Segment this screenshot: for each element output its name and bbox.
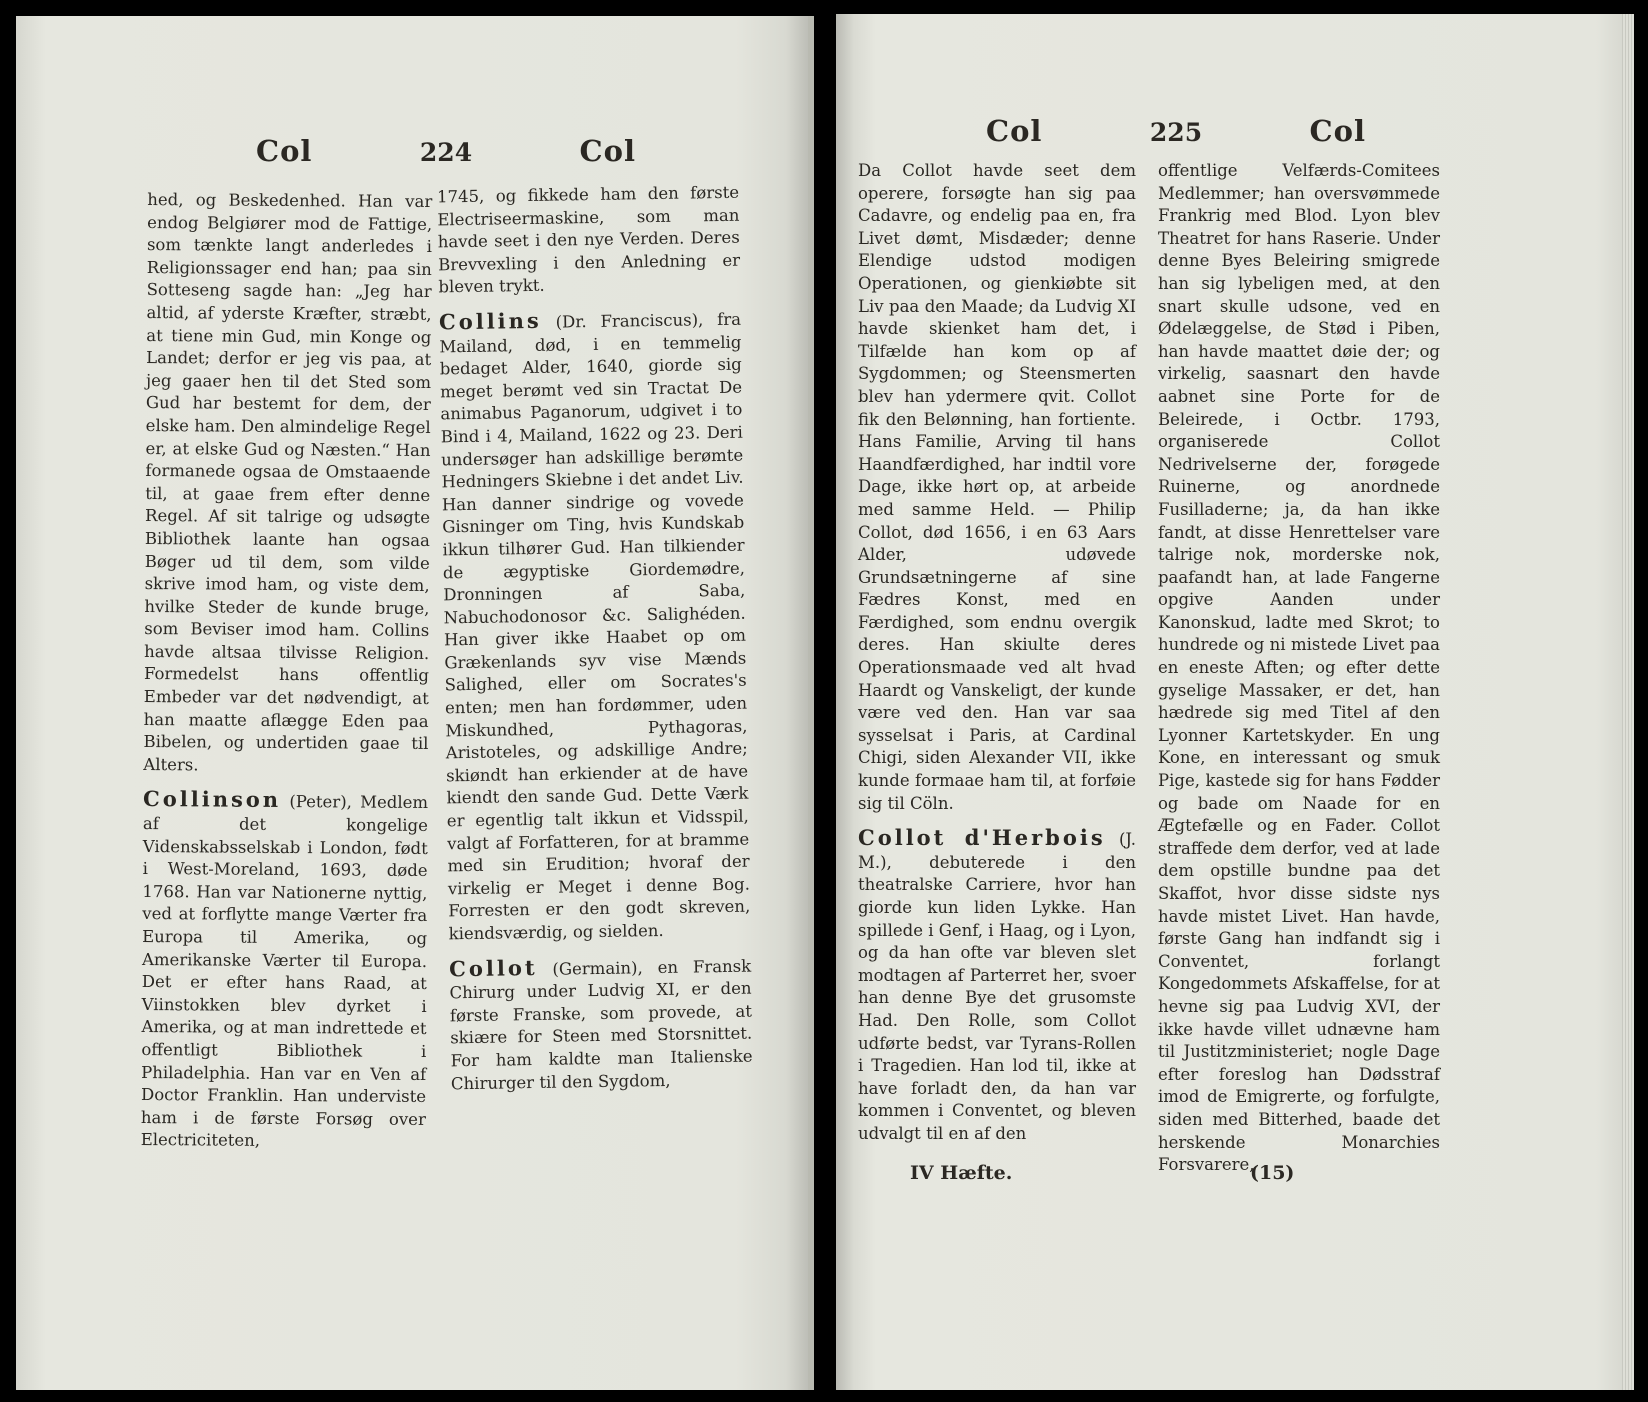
gutter-shadow [836, 14, 854, 1390]
paragraph: Da Collot havde seet dem operere, forsøgte han sig paa Cadavre, og endelig paa en, fra Livet dømt, Misdæder; denne Elendige udstod modigen Operationen, og gienkiøbte sit Liv paa den Maade; da Ludvig XI havde skienket ham det, i Tilfælde han kom op af Sygdommen; og Steensmerten blev han ydermere qvit. Collot fik den Belønning, han fortiente. Hans Familie, Arving til hans Haandfærdighed, har indtil vore Dage, ikke hørt op, at arbeide med samme Held. — Philip Collot, død 1656, i en 63 Aars Alder, udøvede Grundsætningerne af sine Fædres Konst, med en Færdighed, som endnu overgik deres. Han skiulte deres Operationsmaade ved alt hvad Haardt og Vanskeligt, der kunde være ved den. Han var saa sysselsat i Paris, at Cardinal Chigi, siden Alexander VII, ikke kunde formaae ham til, at forføie sig til Cöln. [858, 161, 1136, 813]
entry-headword: Collins [438, 307, 542, 335]
entry-text: (Peter), Medlem af det kongelige Videnskabsselskab i London, født i West-Moreland, 1693, døde 1768. Han var Nationerne nyttig, ved at forflytte mange Værter fra Europa til Amerika, og Amerikanske Værter til Europa. Det er efter hans Raad, at Viinstokken blev dyrket i Amerika, og at man indrettede et offentligt Bibliothek i Philadelphia. Han var en Ven af Doctor Franklin. Han underviste ham i de første Forsøg over Electriciteten, [140, 792, 429, 1151]
entry-headword: Collinson [143, 786, 282, 813]
header-left-word: Col [256, 134, 313, 168]
text-column-1 [141, 189, 433, 1154]
text-column-2 [437, 182, 753, 1096]
running-header [256, 134, 636, 168]
header-right-word: Col [1309, 114, 1366, 148]
gathering-number: (15) [1250, 1162, 1295, 1184]
left-page [16, 16, 814, 1390]
page-edges [1622, 14, 1634, 1390]
text-area [858, 14, 1448, 1390]
entry-text: (Germain), en Fransk Chirurg under Ludvig XI, er den første Franske, som provede, at skiære for Steen med Storsnittet. For ham kaldte man Italienske Chirurger til den Sygdom, [449, 956, 753, 1093]
entry-text: (J. M.), debuterede i den theatralske Carriere, hvor han giorde kun liden Lykke. Han spillede i Genf, i Haag, og i Lyon, og da han ofte var bleven slet modtagen af Parterret her, svoer han denne Bye det grusomste Had. Den Rolle, som Collot udførte bedst, var Tyrans-Rollen i Tragedien. Han lod til, ikke at have forladt den, da han var kommen i Conventet, og bleven udvalgt til en af den [858, 830, 1136, 1143]
dictionary-entry [449, 953, 753, 1095]
entry-headword: Collot d'Herbois [858, 825, 1106, 851]
dictionary-entry [141, 788, 429, 1153]
paragraph: 1745, og fikkede ham den første Electriseermaskine, som man havde seet i den nye Verden. Deres Brevvexling i den Anledning er bleven trykt. [436, 182, 741, 297]
entry-text: (Dr. Franciscus), fra Mailand, død, i en temmelig bedaget Alder, 1640, giorde sig meget berømt ved sin Tractat De animabus Paganorum, udgivet i to Bind i 4, Mailand, 1622 og 23. Deri undersøger han adskillige berømte Hedningers Skiebne i det andet Liv. Han danner sindrige og vovede Gisninger om Ting, hvis Kundskab ikkun tilhører Gud. Han tilkiender de ægyptiske Giordemødre, Dronningen af Saba, Nabuchodonosor &c. Salighéden. Han giver ikke Haabet op om Grækenlands syv vise Mænds Salighed, eller om Socrates's enten; men han fordømmer, uden Miskundhed, Pythagoras, Aristoteles, og adskillige Andre; skiøndt han erkiender at de have kiendt den sande Gud. Dette Værk er egentlig talt ikkun et Vidsspil, valgt af Forfatteren, for at bramme med sin Erudition; hvoraf der virkelig er Meget i denne Bog. Forresten er den godt skreven, kiendsværdig, og sielden. [439, 309, 751, 944]
paragraph: offentlige Velfærds-Comitees Medlemmer; han oversvømmede Frankrig med Blod. Lyon blev Theatret for hans Raserie. Under denne Byes Beleiring smigrede han sig lybeligen med, at den snart skulle udsone, ved en Ødelæggelse, de Stød i Piben, han havde maattet døie der; og virkelig, saasnart den havde aabnet sine Porte for de Beleirede, i Octbr. 1793, organiserede Collot Nedrivelserne der, forøgede Ruinerne, og anordnede Fusilladerne; ja, da han ikke fandt, at disse Henrettelser vare talrige nok, morderske nok, paafandt han, at lade Fangerne opgive Aanden under Kanonskud, ladte med Skrot; to hundrede og ni mistede Livet paa en eneste Aften; og efter dette gyselige Massaker, er det, han hædrede sig med Titel af den Lyonner Kartetskyder. En ung Kone, en interessant og smuk Pige, kastede sig for hans Fødder og bade om Naade for en Ægtefælle og en Fader. Collot straffede dem derfor, ved at lade dem opstille bundne paa det Skaffot, hvor disse sidste nys havde mistet Livet. Han havde, første Gang han indfandt sig i Conventet, forlangt Kongedommets Afskaffelse, for at hevne sig paa Ludvig XVI, der ikke havde villet udnævne ham til Justitzministeriet; nogle Dage efter foreslog han Dødsstraf imod de Emigrerte, og forfulgte, siden med Bitterhed, baade det herskende Monarchies Forsvarere, [1158, 161, 1440, 1175]
text-column-1 [858, 160, 1136, 1146]
entry-headword: Collot [448, 954, 538, 981]
dictionary-entry [858, 827, 1136, 1145]
header-left-word: Col [986, 114, 1043, 148]
header-right-word: Col [579, 134, 636, 168]
signature-mark: IV Hæfte. [910, 1162, 1013, 1184]
dictionary-entry [439, 307, 751, 946]
gutter-shadow [786, 16, 808, 1390]
page-number: 225 [1149, 118, 1203, 147]
page-number: 224 [419, 138, 473, 167]
right-page [836, 14, 1634, 1390]
paragraph: hed, og Beskedenhed. Han var endog Belgiører mod de Fattige, som tænkte langt anderledes i Religionssager end han; paa sin Sotteseng sagde han: „Jeg har altid, af yderste Kræfter, stræbt, at tiene min Gud, min Konge og Landet; derfor er jeg vis paa, at jeg gaaer hen til det Sted som Gud har bestemt for dem, der elske ham. Den almindelige Regel er, at elske Gud og Næsten.“ Han formanede ogsaa de Omstaaende til, at gaae frem efter denne Regel. Af sit talrige og udsøgte Bibliothek laante han ogsaa Bøger ud til dem, som vilde skrive imod ham, og viste dem, hvilke Steder de kunde bruge, som Beviser imod ham. Collins havde altsaa tilvisse Religion. Formedelst hans offentlig Embeder var det nødvendigt, at han maatte aflægge Eden paa Bibelen, og undertiden gaae til Alters. [143, 190, 433, 775]
text-column-2 [1158, 160, 1440, 1177]
